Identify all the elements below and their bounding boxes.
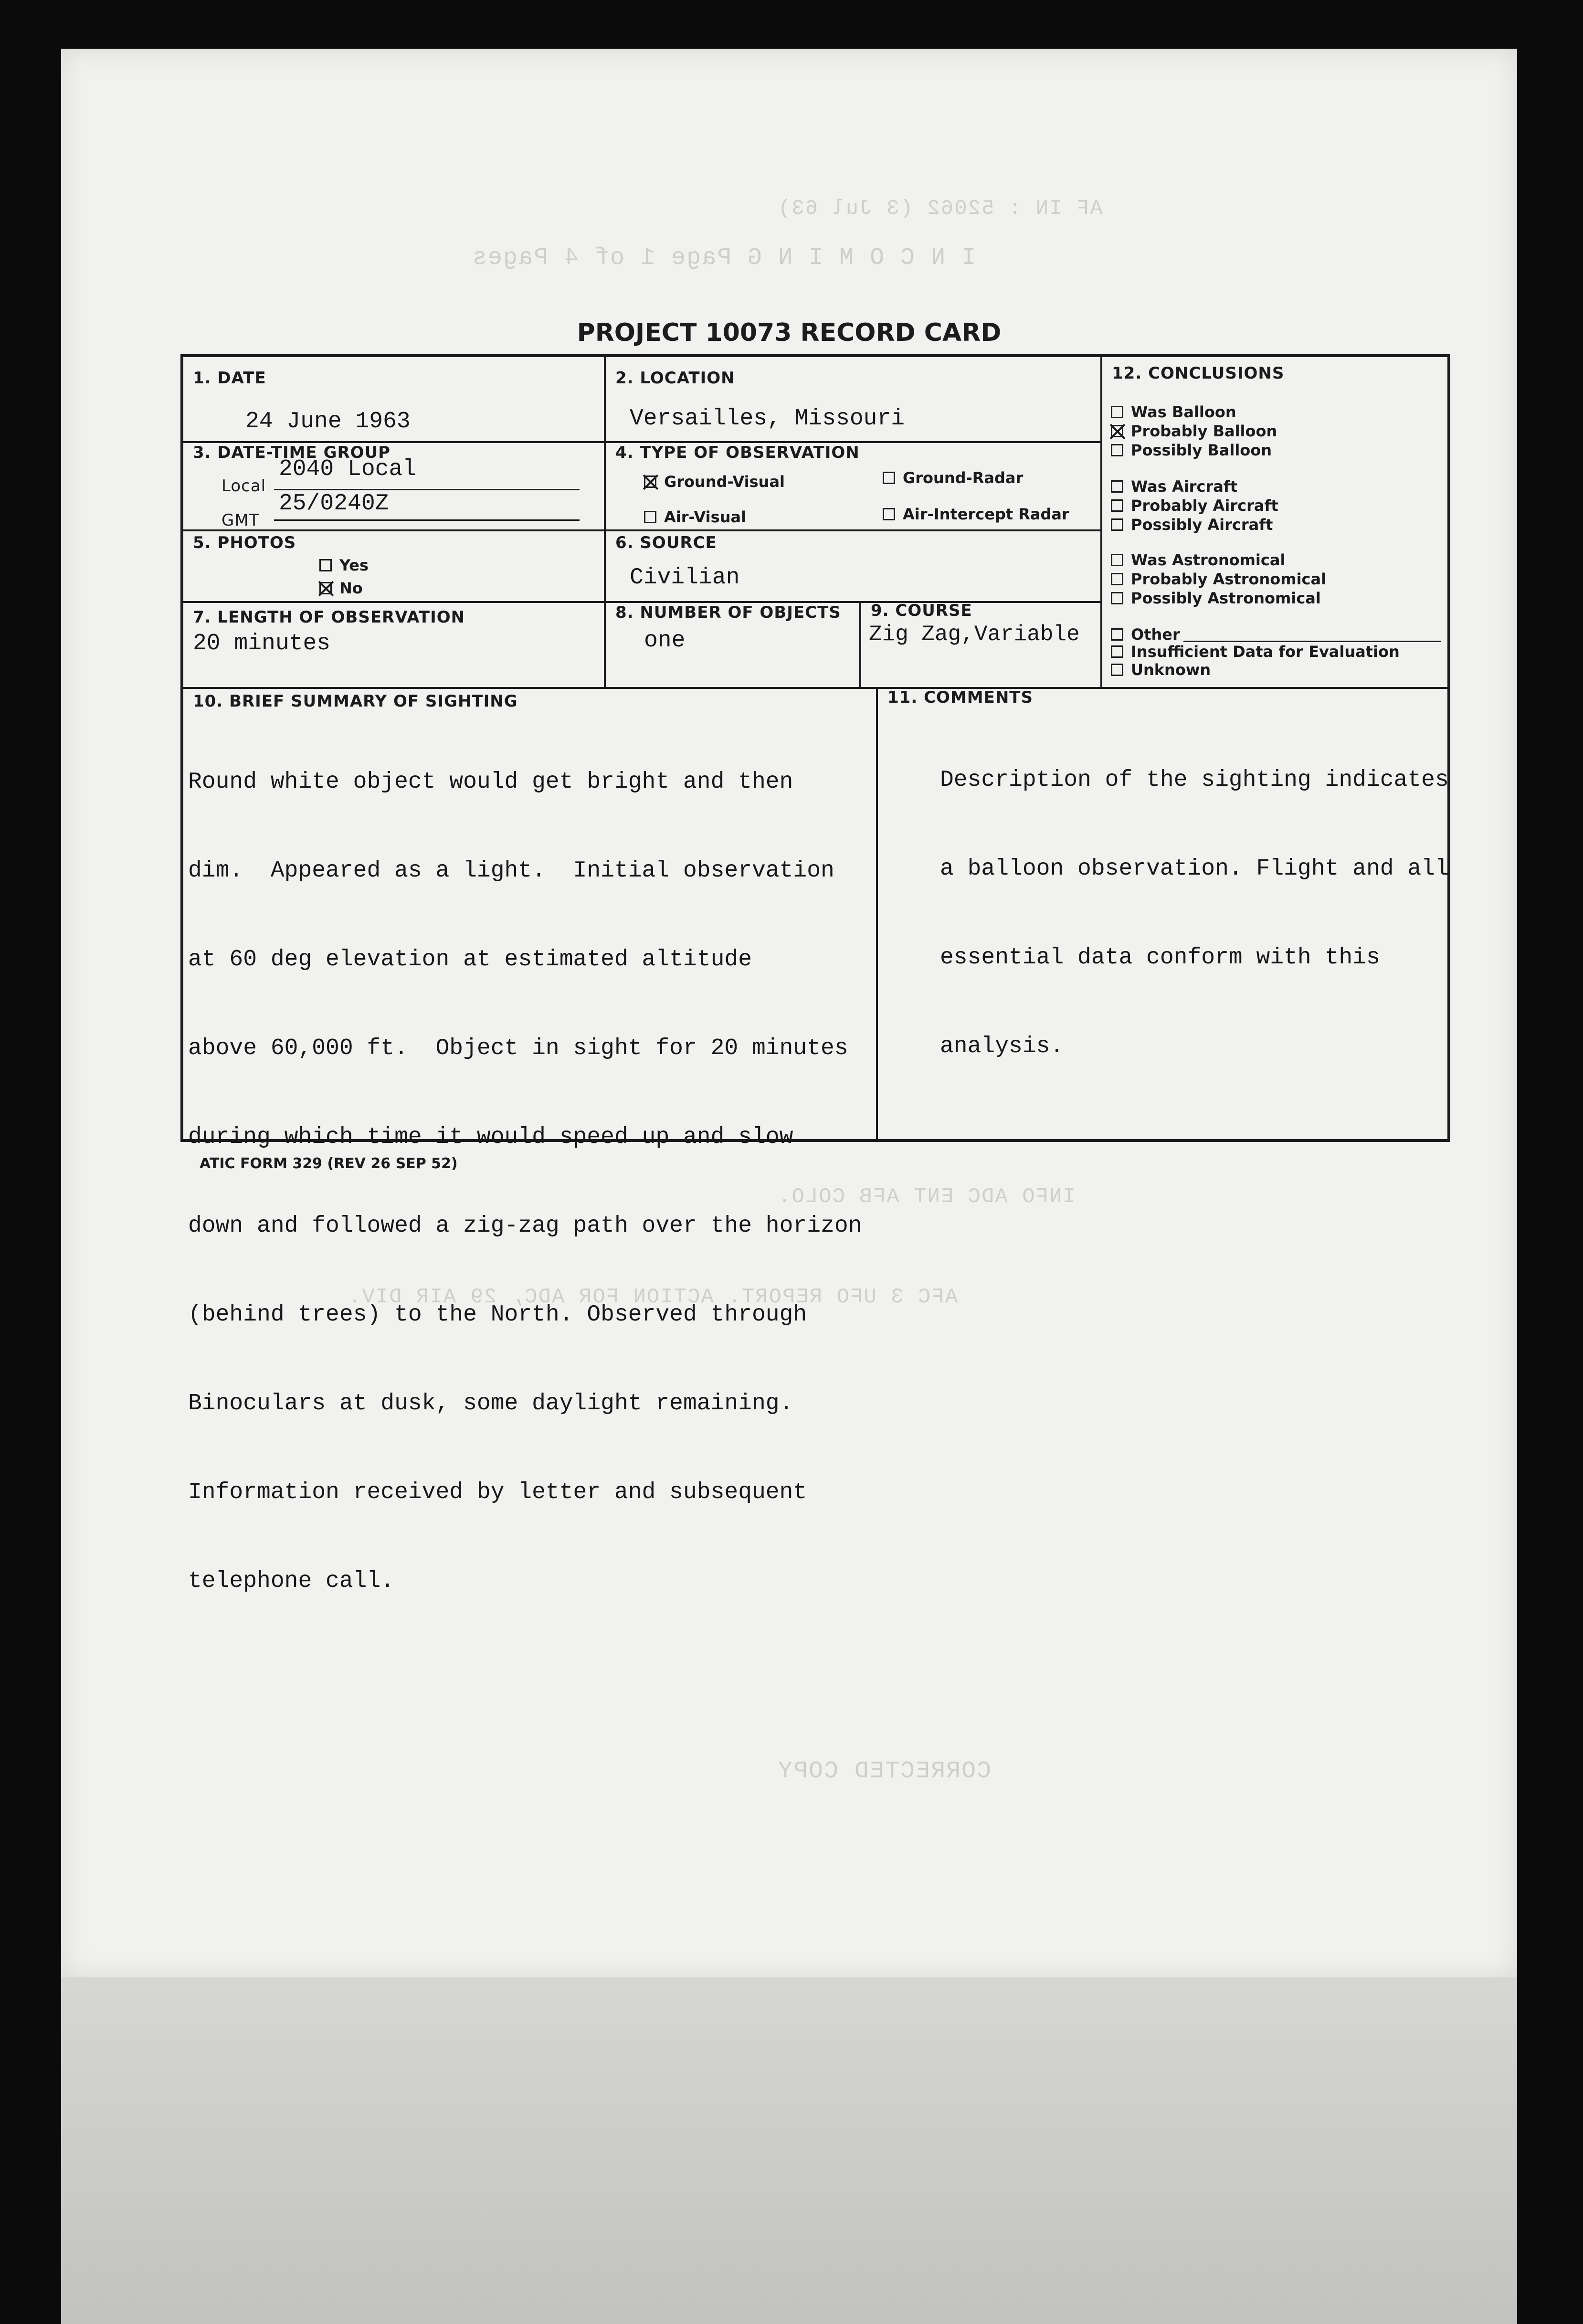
probably-astronomical-checkbox[interactable]: [1111, 573, 1123, 585]
ground-visual-checkbox[interactable]: [644, 475, 656, 488]
film-margin-strip: [61, 1977, 1517, 2324]
length-cell: [183, 603, 606, 689]
was-astronomical-label: Was Astronomical: [1131, 551, 1286, 569]
unknown-label: Unknown: [1131, 661, 1211, 679]
length-value: 20 minutes: [193, 631, 331, 656]
conclusion-probably-astronomical[interactable]: [1111, 570, 1326, 588]
was-astronomical-checkbox[interactable]: [1111, 554, 1123, 566]
gmt-label: GMT: [222, 511, 260, 530]
conclusion-possibly-balloon[interactable]: [1111, 441, 1272, 459]
summary-line: at 60 deg elevation at estimated altitude: [188, 947, 752, 972]
comments-line: essential data conform with this: [940, 945, 1380, 971]
possibly-aircraft-label: Possibly Aircraft: [1131, 516, 1273, 534]
bleed-through-line: AFC 3 UFO REPORT. ACTION FOR ADC, 29 AIR DIV.: [348, 1285, 958, 1309]
air-intercept-radar-checkbox[interactable]: [883, 508, 895, 520]
photos-no-checkbox[interactable]: [319, 582, 332, 594]
conclusion-possibly-astronomical[interactable]: [1111, 589, 1321, 607]
location-label: 2. LOCATION: [615, 369, 735, 388]
number-of-objects-label: 8. NUMBER OF OBJECTS: [615, 603, 841, 622]
conclusion-probably-aircraft[interactable]: [1111, 496, 1278, 515]
conclusion-probably-balloon[interactable]: [1111, 422, 1277, 440]
was-aircraft-label: Was Aircraft: [1131, 477, 1238, 496]
bleed-through-line: INFO ADC ENT AFB COLO.: [777, 1185, 1076, 1209]
source-cell: [606, 531, 1102, 603]
conclusions-cell: [1102, 357, 1450, 689]
bleed-through-line: CORRECTED COPY: [777, 1758, 992, 1785]
summary-line: down and followed a zig-zag path over the horizon: [188, 1213, 862, 1239]
comments-line: Description of the sighting indicates: [940, 767, 1449, 793]
option-air-visual[interactable]: [644, 508, 746, 526]
summary-line: Binoculars at dusk, some daylight remaining.: [188, 1391, 793, 1416]
summary-line: above 60,000 ft. Object in sight for 20 minutes: [188, 1035, 848, 1061]
source-value: Civilian: [630, 565, 740, 591]
summary-line: Information received by letter and subsequent: [188, 1479, 807, 1505]
air-intercept-radar-label: Air-Intercept Radar: [903, 505, 1069, 523]
form-identifier: ATIC FORM 329 (REV 26 SEP 52): [200, 1155, 458, 1172]
comments-cell: [878, 689, 1450, 1139]
date-label: 1. DATE: [193, 369, 266, 388]
conclusions-label: 12. CONCLUSIONS: [1112, 364, 1285, 383]
comments-line: a balloon observation. Flight and all: [940, 856, 1449, 882]
summary-line: during which time it would speed up and slow: [188, 1124, 793, 1150]
summary-line: telephone call.: [188, 1568, 395, 1594]
summary-line: dim. Appeared as a light. Initial observation: [188, 858, 834, 884]
comments-line: analysis.: [940, 1034, 1064, 1059]
location-value: Versailles, Missouri: [630, 406, 905, 432]
photos-no-label: No: [339, 579, 363, 597]
probably-astronomical-label: Probably Astronomical: [1131, 570, 1327, 588]
date-value: 24 June 1963: [245, 409, 411, 434]
course-value: Zig Zag,Variable: [869, 622, 1080, 647]
location-cell: [606, 357, 1102, 443]
bleed-through-header: I N C O M I N G Page 1 of 4 Pages: [472, 244, 976, 272]
document-page: [61, 49, 1517, 1977]
photos-yes-label: Yes: [339, 556, 369, 574]
local-label: Local: [222, 476, 266, 496]
date-time-group-cell: [183, 443, 606, 531]
option-ground-visual[interactable]: [644, 473, 785, 491]
option-air-intercept-radar[interactable]: [883, 505, 1069, 523]
possibly-balloon-checkbox[interactable]: [1111, 444, 1123, 456]
gmt-value: 25/0240Z: [279, 491, 389, 517]
was-aircraft-checkbox[interactable]: [1111, 480, 1123, 493]
summary-text: [188, 708, 862, 1655]
probably-aircraft-label: Probably Aircraft: [1131, 496, 1278, 515]
option-photos-no[interactable]: [319, 579, 363, 597]
comments-label: 11. COMMENTS: [887, 688, 1033, 707]
possibly-astronomical-label: Possibly Astronomical: [1131, 589, 1321, 607]
conclusion-was-balloon[interactable]: [1111, 403, 1236, 421]
conclusion-was-aircraft[interactable]: [1111, 477, 1237, 496]
ground-radar-label: Ground-Radar: [903, 469, 1024, 487]
course-cell: [861, 603, 1102, 689]
air-visual-checkbox[interactable]: [644, 511, 656, 523]
air-visual-label: Air-Visual: [664, 508, 747, 526]
card-title: PROJECT 10073 RECORD CARD: [577, 318, 1002, 347]
ground-radar-checkbox[interactable]: [883, 472, 895, 484]
local-value: 2040 Local: [279, 456, 417, 482]
option-photos-yes[interactable]: [319, 556, 369, 574]
probably-balloon-label: Probably Balloon: [1131, 422, 1277, 440]
probably-aircraft-checkbox[interactable]: [1111, 499, 1123, 512]
gmt-underline: [274, 519, 580, 521]
other-label: Other: [1131, 625, 1180, 644]
conclusion-was-astronomical[interactable]: [1111, 551, 1285, 569]
comments-text: [940, 706, 1449, 1120]
number-of-objects-cell: [606, 603, 861, 689]
local-underline: [274, 489, 580, 490]
unknown-checkbox[interactable]: [1111, 664, 1123, 676]
photos-label: 5. PHOTOS: [193, 533, 296, 552]
ground-visual-label: Ground-Visual: [664, 473, 785, 491]
option-ground-radar[interactable]: [883, 469, 1023, 487]
insufficient-data-label: Insufficient Data for Evaluation: [1131, 643, 1400, 661]
possibly-aircraft-checkbox[interactable]: [1111, 518, 1123, 531]
other-underline: [1183, 641, 1441, 642]
conclusion-unknown[interactable]: [1111, 661, 1211, 679]
possibly-balloon-label: Possibly Balloon: [1131, 441, 1272, 459]
insufficient-data-checkbox[interactable]: [1111, 645, 1123, 658]
possibly-astronomical-checkbox[interactable]: [1111, 592, 1123, 604]
conclusion-insufficient-data[interactable]: [1111, 643, 1400, 661]
other-checkbox[interactable]: [1111, 628, 1123, 641]
was-balloon-checkbox[interactable]: [1111, 406, 1123, 418]
date-time-group-label: 3. DATE-TIME GROUP: [193, 443, 391, 462]
length-label: 7. LENGTH OF OBSERVATION: [193, 608, 465, 627]
summary-line: (behind trees) to the North. Observed through: [188, 1302, 807, 1328]
conclusion-possibly-aircraft[interactable]: [1111, 516, 1273, 534]
bleed-through-line: AF IN : 52062 (3 Jul 63): [777, 197, 1103, 221]
course-label: 9. COURSE: [871, 601, 972, 620]
type-of-observation-label: 4. TYPE OF OBSERVATION: [615, 443, 860, 462]
probably-balloon-checkbox[interactable]: [1111, 425, 1123, 437]
type-of-observation-cell: [606, 443, 1102, 531]
photos-yes-checkbox[interactable]: [319, 559, 332, 571]
photos-cell: [183, 531, 606, 603]
summary-label: 10. BRIEF SUMMARY OF SIGHTING: [193, 692, 518, 711]
summary-line: Round white object would get bright and then: [188, 769, 793, 795]
was-balloon-label: Was Balloon: [1131, 403, 1236, 421]
conclusion-other[interactable]: [1111, 625, 1180, 644]
date-cell: [183, 357, 606, 443]
number-of-objects-value: one: [644, 628, 686, 654]
source-label: 6. SOURCE: [615, 533, 717, 552]
